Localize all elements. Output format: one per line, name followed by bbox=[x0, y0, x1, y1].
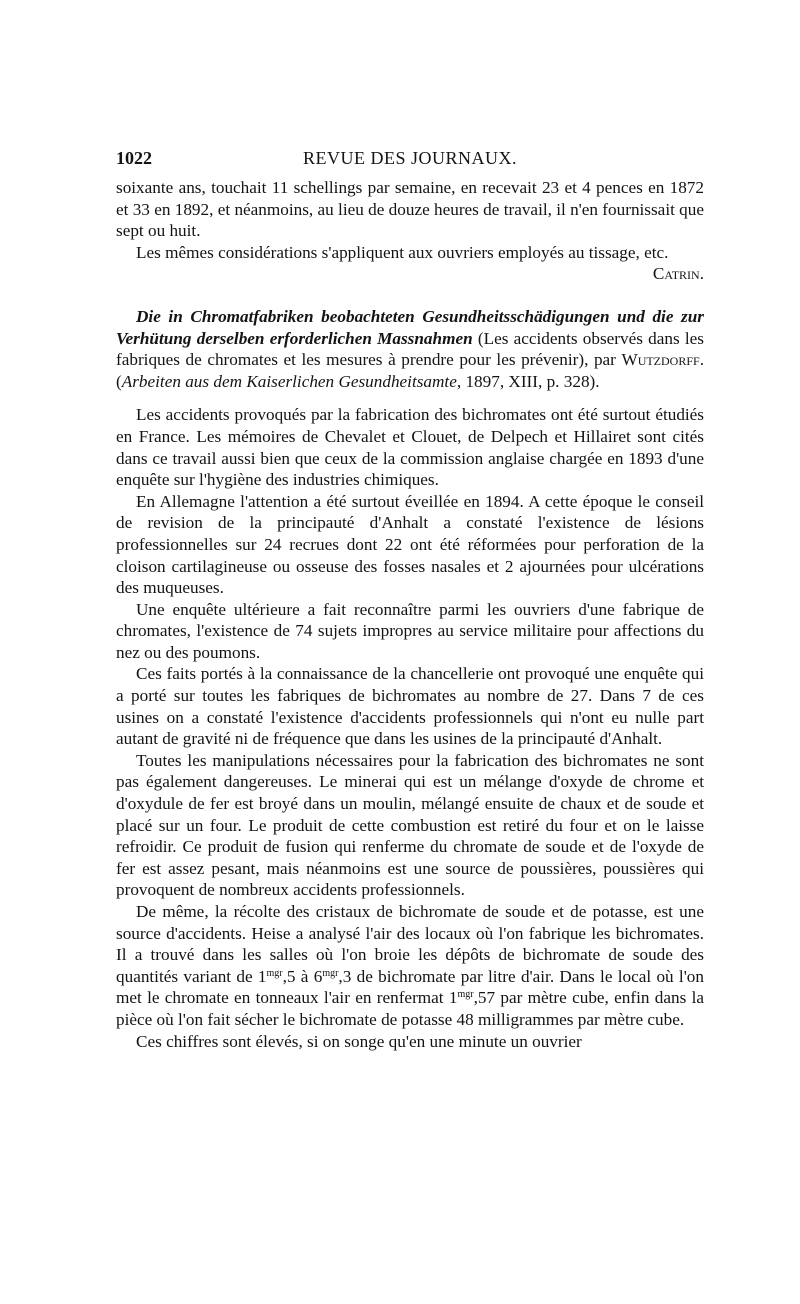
running-title: REVUE DES JOURNAUX. bbox=[302, 148, 517, 168]
paragraph-1: Les accidents provoqués par la fabrication des bichromates ont été surtout étudiés en France. Les mémoires de Chevalet et Clouet, de Delpech et Hillairet sont cités dans ce travail aussi bien que ceux de la commission anglaise chargée en 1893 d'une enquête sur l'hygiène des industries chimiques. bbox=[116, 405, 704, 490]
page-body bbox=[116, 177, 704, 1052]
paragraph-4: Ces faits portés à la connaissance de la chancellerie ont provoqué une enquête qui a porté sur toutes les fabriques de bichromates au nombre de 27. Dans 7 de ces usines on a constaté l'existence d'accidents professionnels qui n'ont eu nulle part autant de gravité ni de fréquence que dans les usines de la principauté d'Anhalt. bbox=[116, 664, 704, 749]
paragraph-6 bbox=[116, 901, 704, 1031]
paragraph-continued: soixante ans, touchait 11 schellings par semaine, en recevait 23 et 4 pences en 1872 et 33 en 1892, et néanmoins, au lieu de douze heures de travail, il n'en fournissait que sept ou huit. bbox=[116, 178, 704, 241]
review-author: Wutzdorff bbox=[621, 350, 700, 370]
paragraph-tissage: Les mêmes considérations s'appliquent aux ouvriers employés au tissage, etc. bbox=[136, 242, 669, 262]
paragraph-7: Ces chiffres sont élevés, si on songe qu'en une minute un ouvrier bbox=[136, 1031, 582, 1051]
review-ref: , 1897, XIII, p. 328). bbox=[456, 371, 600, 391]
p6-text-1: De même, la récolte des cristaux de bichromate de soude et de potasse, est une source d'accidents. Heise a analysé l'air des locaux où l'on fabrique les bichromates. Il a trouvé dans les salles où l'on broie les dépôts de bichromate de soude des quantités variant de 1 bbox=[116, 902, 704, 986]
paragraph-5: Toutes les manipulations nécessaires pour la fabrication des bichromates ne sont pas également dangereuses. Le minerai qui est un mélange d'oxyde de chrome et d'oxydule de fer est broyé dans un moulin, mélangé ensuite de chaux et de soude et placé sur un four. Le produit de cette combustion est retiré du four et on le laisse refroidir. Ce produit de fusion qui renferme du chromate de soude et de l'oxyde de fer est assez pesant, mais néanmoins est une source de poussières, poussières qui provoquent de nombreux accidents professionnels. bbox=[116, 750, 704, 900]
review-journal: Arbeiten aus dem Kaiserlichen Gesundheitsamte bbox=[121, 371, 457, 391]
page-number: 1022 bbox=[116, 148, 152, 168]
p6-text-3: ,3 de bichromate par litre d'air. Dans le local où l'on met le chromate en tonneaux l'air en renfermat 1 bbox=[116, 966, 704, 1008]
section-gap bbox=[116, 285, 704, 306]
paragraph-2: En Allemagne l'attention a été surtout éveillée en 1894. A cette époque le conseil de revision de la principauté d'Anhalt a constaté l'existence de lésions professionnelles sur 24 recrues dont 22 ont été réformées pour perforation de la cloison cartilagineuse ou osseuse des fosses nasales et 2 ajournées pour ulcérations des muqueuses. bbox=[116, 491, 704, 598]
p6-text-4: ,57 par mètre cube, enfin dans la pièce où l'on fait sécher le bichromate de potasse 48 milligrammes par mètre cube. bbox=[116, 988, 705, 1029]
unit-sup: mgr bbox=[457, 989, 474, 1001]
unit-sup: mgr bbox=[266, 967, 283, 979]
paragraph-3: Une enquête ultérieure a fait reconnaître parmi les ouvriers d'une fabrique de chromates, l'existence de 74 sujets impropres au service militaire pour affections du nez ou des poumons. bbox=[116, 599, 704, 662]
signature: Catrin. bbox=[652, 264, 704, 284]
unit-sup: mgr bbox=[322, 967, 339, 979]
review-translation: (Les accidents observés dans les fabriques de chromates et les mesures à prendre pour les prévenir), par bbox=[116, 328, 705, 370]
review-heading bbox=[116, 306, 704, 392]
review-title: Die in Chromatfabriken beobachteten Gesundheitsschädigungen und die zur Verhütung derselben erforderlichen Massnahmen bbox=[116, 306, 704, 348]
p6-text-2: ,5 à 6 bbox=[282, 966, 323, 986]
page-header bbox=[116, 148, 704, 176]
review-sep: . ( bbox=[116, 350, 704, 391]
